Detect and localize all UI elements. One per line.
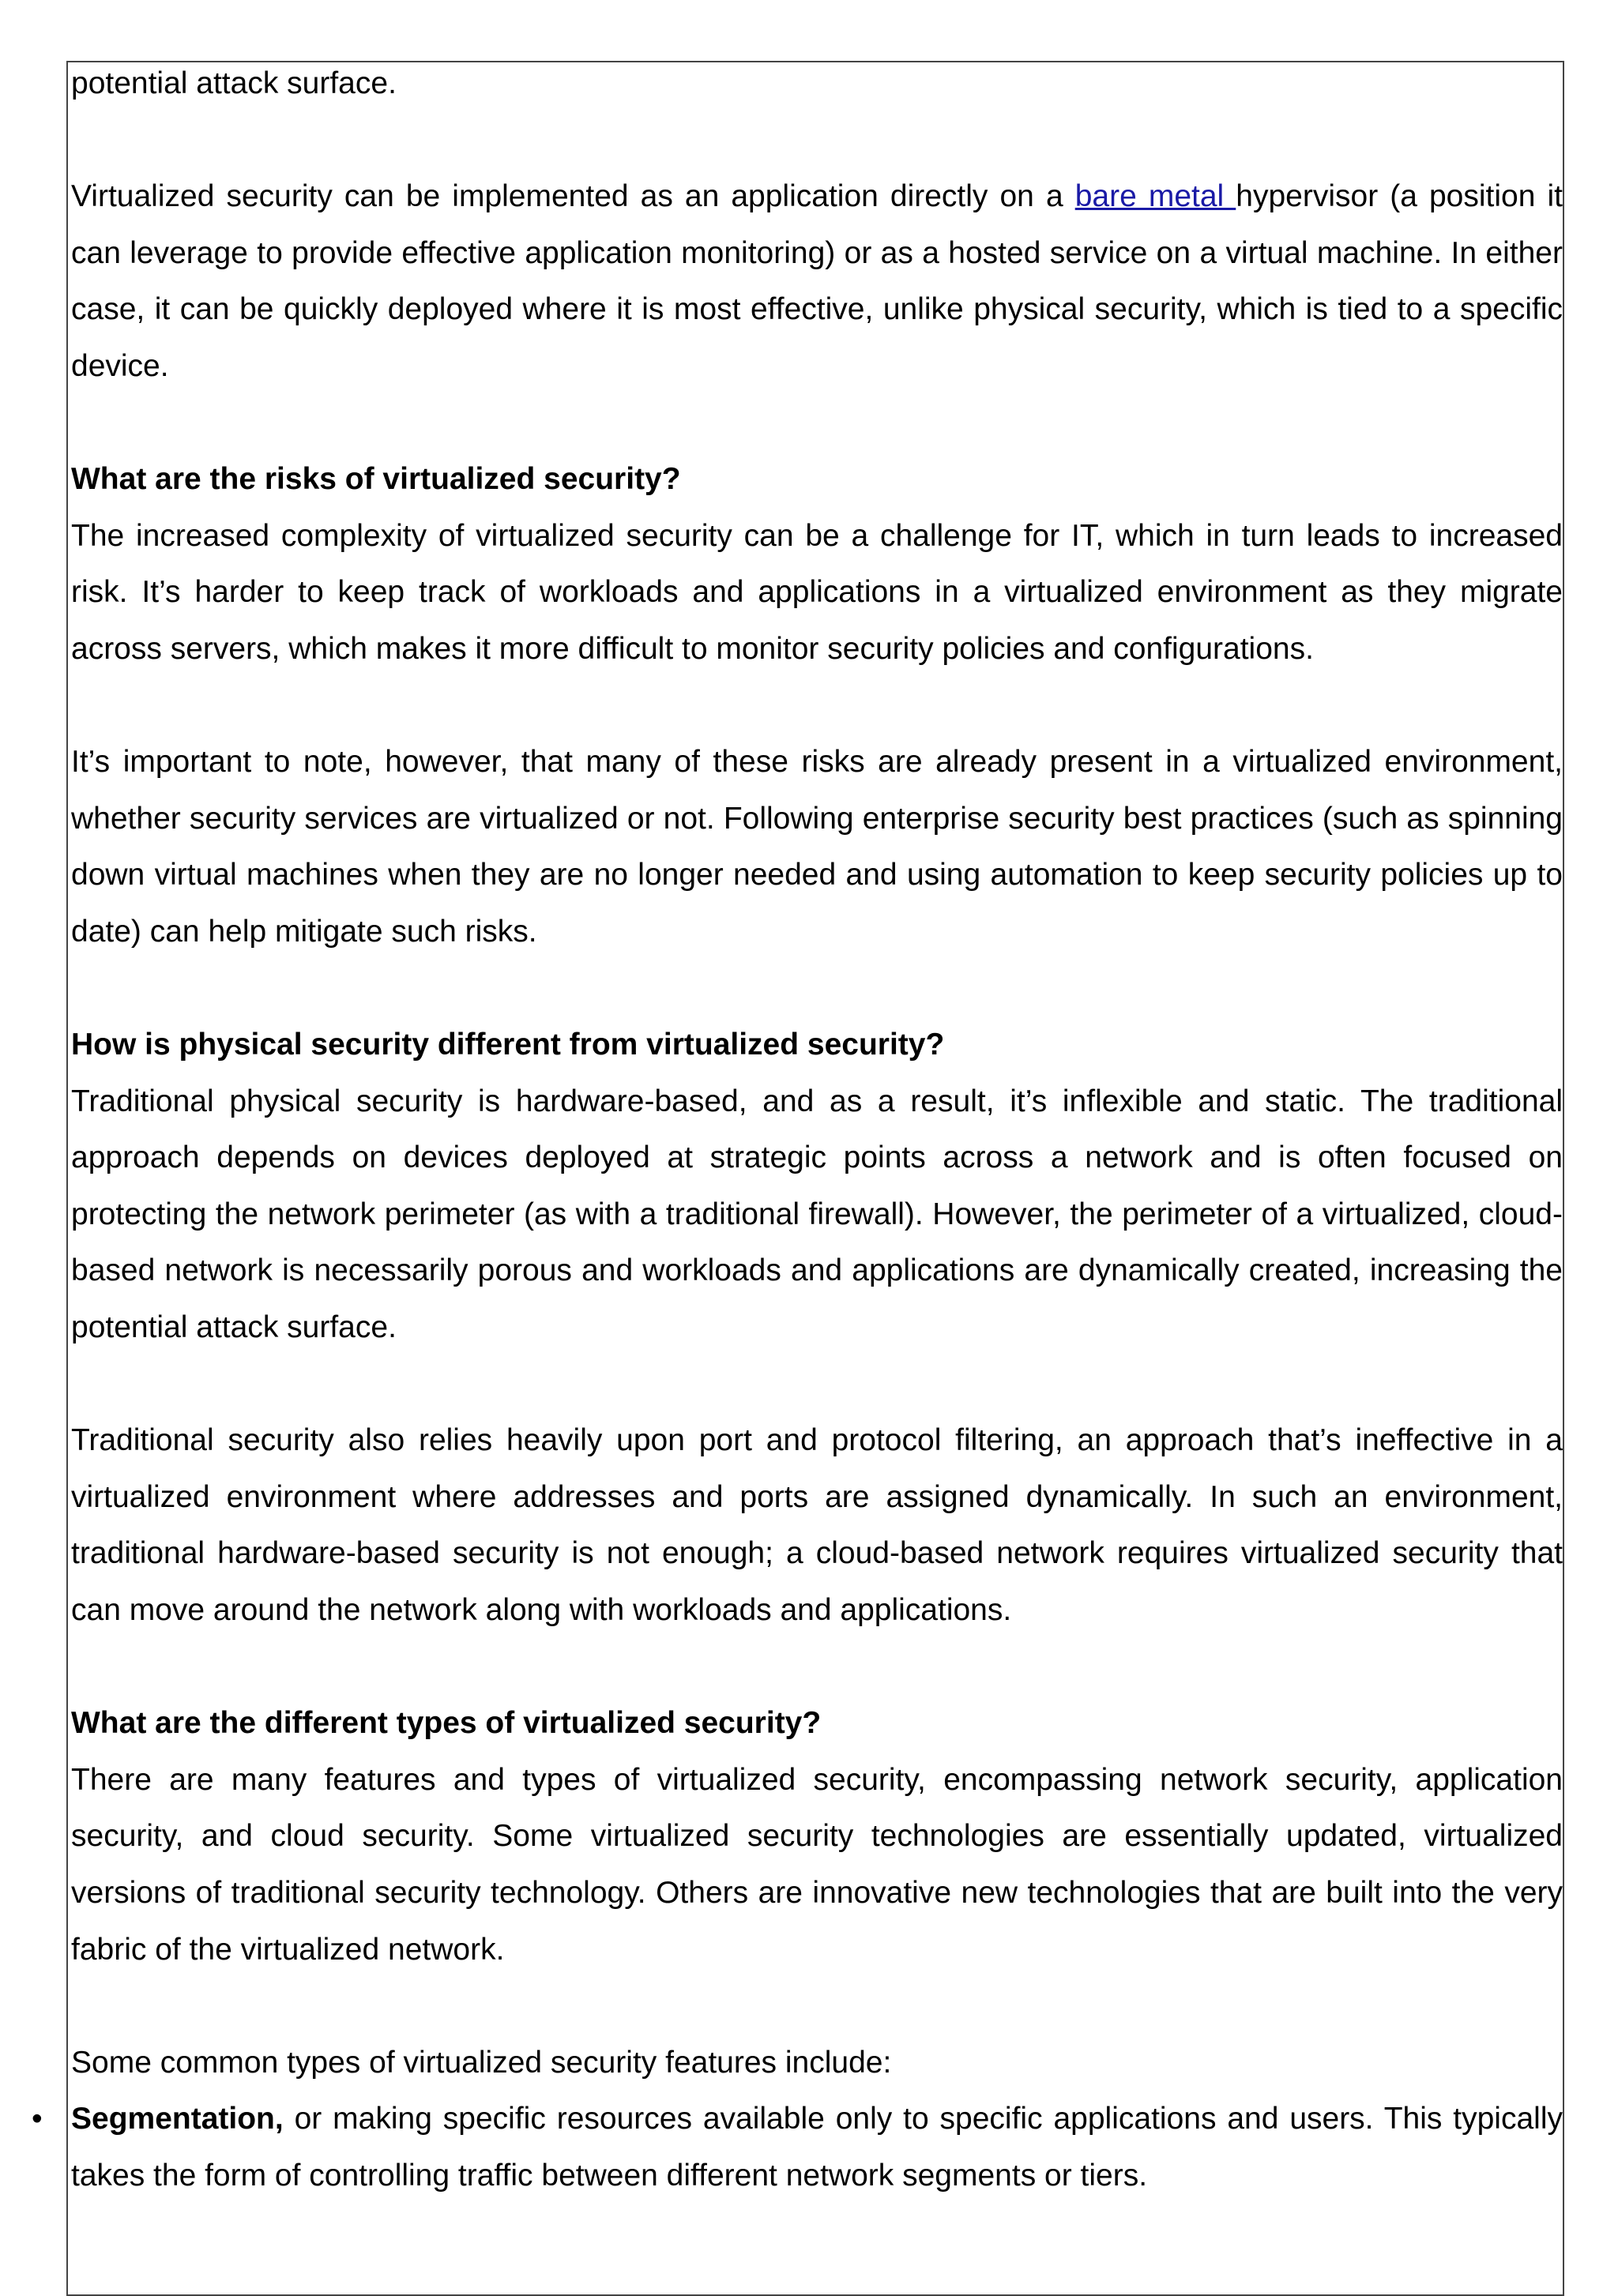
bullet-term: Segmentation, [71, 2102, 284, 2136]
paragraph-physical-2: Traditional security also relies heavily upon port and protocol filtering, an approach that’s ineffective in a virtualized environment where addresses and ports are assigned dynamically. In such an environment, traditional hardware-based security is not enough; a cloud-based network requires virtualized security that can move around the network along with workloads and applications. [71, 1423, 1563, 1628]
paragraph-risks-1: The increased complexity of virtualized security can be a challenge for IT, which in turn leads to increased risk. It’s harder to keep track of workloads and applications in a virtualized environment as they migrate across servers, which makes it more difficult to monitor security policies and configurations. [71, 518, 1563, 666]
spacer [71, 1639, 1563, 1696]
paragraph-text: Virtualized security can be implemented as an application directly on a [71, 179, 1075, 214]
paragraph-attack-surface: potential attack surface. [71, 66, 397, 100]
paragraph-physical-1: Traditional physical security is hardware-based, and as a result, it’s inflexible and static. The traditional approach depends on devices deployed at strategic points across a network and is often focused on protecting the network perimeter (as with a traditional firewall). However, the perimeter of a virtualized, cloud-based network is necessarily porous and workloads and applications are dynamically created, increasing the potential attack surface. [71, 1084, 1563, 1345]
spacer [71, 678, 1563, 735]
paragraph-types-2: Some common types of virtualized security features include: [71, 2045, 892, 2080]
bare-metal-link[interactable]: bare metal [1074, 179, 1236, 214]
bullet-description: or making specific resources available only to specific applications and users. This typically takes the form of controlling traffic between different network segments or tiers. [71, 2102, 1563, 2193]
spacer [71, 112, 1563, 169]
heading-types: What are the different types of virtualized security? [71, 1706, 822, 1741]
spacer [71, 1978, 1563, 2035]
document-body [32, 55, 1563, 2204]
bullet-icon: • [32, 2102, 43, 2136]
list-item [32, 2091, 1563, 2204]
bullet-text [71, 2091, 1563, 2204]
heading-physical-vs-virtualized: How is physical security different from virtualized security? [71, 1028, 945, 1062]
spacer [71, 395, 1563, 452]
paragraph-virtualized-implementation [71, 168, 1563, 394]
paragraph-text: hypervisor (a position it can leverage to provide effective application monitoring) or as a hosted service on a virtual machine. In either case, it can be quickly deployed where it is most effective, unlike physical security, which is tied to a specific device. [71, 179, 1563, 383]
heading-risks: What are the risks of virtualized security? [71, 462, 681, 497]
paragraph-risks-2: It’s important to note, however, that many of these risks are already present in a virtualized environment, whether security services are virtualized or not. Following enterprise security best practices (such as spinning down virtual machines when they are no longer needed and using automation to keep security policies up to date) can help mitigate such risks. [71, 745, 1563, 949]
paragraph-types-1: There are many features and types of virtualized security, encompassing network security, application security, and cloud security. Some virtualized security technologies are essentially updated, virtualized versions of traditional security technology. Others are innovative new technologies that are built into the very fabric of the virtualized network. [71, 1762, 1563, 1967]
spacer [71, 960, 1563, 1017]
spacer [71, 1356, 1563, 1413]
